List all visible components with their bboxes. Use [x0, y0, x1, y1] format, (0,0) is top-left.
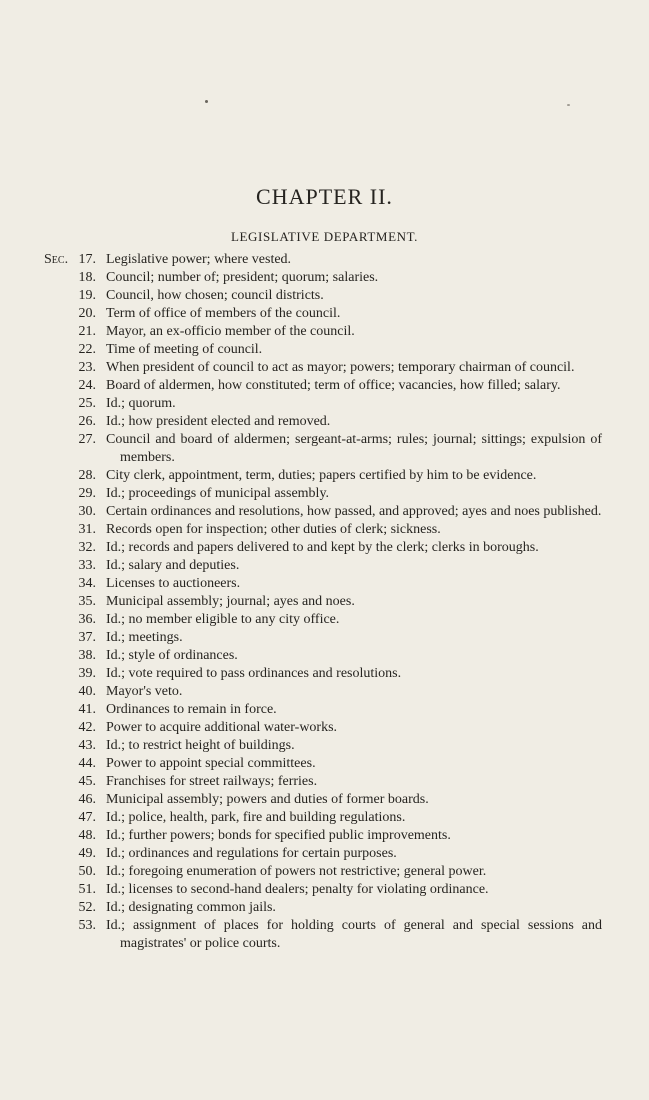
section-title: Council, how chosen; council districts.: [106, 288, 324, 303]
section-number: 27.: [78, 432, 96, 447]
section-number: 19.: [78, 288, 96, 303]
section-entry: [0, 881, 649, 899]
section-number: 32.: [78, 540, 96, 555]
section-entry: [0, 395, 649, 413]
section-title: Id.; quorum.: [106, 396, 176, 411]
section-title: Licenses to auctioneers.: [106, 576, 241, 591]
section-number: 39.: [78, 666, 96, 681]
section-entry: [0, 593, 649, 611]
section-title: Id.; records and papers delivered to and kept by the clerk; clerks in boroughs.: [106, 540, 539, 555]
section-title: Council and board of aldermen; sergeant-at-arms; rules; journal; sittings; expulsion of members.: [106, 432, 602, 465]
section-title: When president of council to act as mayor; powers; temporary chairman of council.: [106, 360, 575, 375]
section-title: Power to appoint special committees.: [106, 756, 316, 771]
section-title: Id.; proceedings of municipal assembly.: [106, 486, 330, 501]
section-title: Id.; how president elected and removed.: [106, 414, 331, 429]
section-entry: [0, 863, 649, 881]
section-title: Id.; vote required to pass ordinances and resolutions.: [106, 666, 402, 681]
section-number: 50.: [78, 864, 96, 879]
section-number: 42.: [78, 720, 96, 735]
section-title: Id.; ordinances and regulations for certain purposes.: [106, 846, 397, 861]
section-number: 23.: [78, 360, 96, 375]
section-title: Certain ordinances and resolutions, how passed, and approved; ayes and noes published.: [106, 504, 602, 519]
section-title: Legislative power; where vested.: [106, 252, 292, 267]
section-entry: [0, 917, 649, 953]
section-entry: [0, 377, 649, 395]
section-title: Municipal assembly; journal; ayes and noes.: [106, 594, 355, 609]
section-number: 22.: [78, 342, 96, 357]
section-title: Id.; further powers; bonds for specified public improvements.: [106, 828, 451, 843]
section-entry: [0, 899, 649, 917]
section-list: [0, 251, 649, 953]
section-number: 51.: [78, 882, 96, 897]
chapter-subtitle: LEGISLATIVE DEPARTMENT.: [230, 229, 419, 244]
section-entry: [0, 503, 649, 521]
section-title: Mayor's veto.: [106, 684, 183, 699]
section-entry: [0, 611, 649, 629]
section-number: 20.: [78, 306, 96, 321]
section-entry: [0, 827, 649, 845]
section-number: 17.: [78, 252, 96, 267]
section-number: 38.: [78, 648, 96, 663]
section-number: 43.: [78, 738, 96, 753]
section-entry: [0, 467, 649, 485]
section-number: 33.: [78, 558, 96, 573]
section-number: 46.: [78, 792, 96, 807]
section-number: 26.: [78, 414, 96, 429]
section-number: 24.: [78, 378, 96, 393]
section-entry: [0, 719, 649, 737]
section-entry: [0, 773, 649, 791]
section-number: 48.: [78, 828, 96, 843]
section-title: Id.; assignment of places for holding courts of general and special sessions and magistrates' or police courts.: [106, 918, 602, 951]
section-entry: [0, 737, 649, 755]
section-number: 53.: [78, 918, 96, 933]
section-entry: [0, 521, 649, 539]
section-number: 18.: [78, 270, 96, 285]
section-number: 29.: [78, 486, 96, 501]
section-number: 44.: [78, 756, 96, 771]
section-number: 30.: [78, 504, 96, 519]
section-title: Id.; designating common jails.: [106, 900, 276, 915]
section-entry: [0, 287, 649, 305]
section-title: Id.; to restrict height of buildings.: [106, 738, 295, 753]
paper-speck: [205, 100, 208, 103]
section-entry: [0, 305, 649, 323]
section-entry: [0, 683, 649, 701]
section-title: Board of aldermen, how constituted; term of office; vacancies, how filled; salary.: [106, 378, 561, 393]
section-number: 28.: [78, 468, 96, 483]
section-title: Ordinances to remain in force.: [106, 702, 277, 717]
section-number: 40.: [78, 684, 96, 699]
section-number: 45.: [78, 774, 96, 789]
section-title: Council; number of; president; quorum; salaries.: [106, 270, 379, 285]
section-entry: [0, 341, 649, 359]
section-entry: [0, 539, 649, 557]
chapter-title: CHAPTER II.: [256, 184, 393, 209]
section-number: 49.: [78, 846, 96, 861]
section-entry: [0, 629, 649, 647]
section-title: Id.; licenses to second-hand dealers; penalty for violating ordinance.: [106, 882, 489, 897]
section-number: 41.: [78, 702, 96, 717]
section-title: Id.; police, health, park, fire and building regulations.: [106, 810, 406, 825]
section-entry: [0, 359, 649, 377]
section-title: Records open for inspection; other duties of clerk; sickness.: [106, 522, 441, 537]
section-entry: [0, 791, 649, 809]
section-entry: [0, 755, 649, 773]
section-title: Id.; meetings.: [106, 630, 183, 645]
section-entry: [0, 845, 649, 863]
section-entry: [0, 485, 649, 503]
section-title: Id.; style of ordinances.: [106, 648, 238, 663]
section-number: 36.: [78, 612, 96, 627]
section-title: Id.; foregoing enumeration of powers not restrictive; general power.: [106, 864, 487, 879]
section-title: Municipal assembly; powers and duties of former boards.: [106, 792, 429, 807]
section-title: Mayor, an ex-officio member of the council.: [106, 324, 355, 339]
section-number: 47.: [78, 810, 96, 825]
section-number: 37.: [78, 630, 96, 645]
section-entry: [0, 557, 649, 575]
section-title: Id.; no member eligible to any city office.: [106, 612, 340, 627]
section-title: Id.; salary and deputies.: [106, 558, 240, 573]
section-entry: [0, 431, 649, 467]
section-title: Power to acquire additional water-works.: [106, 720, 338, 735]
section-entry: [0, 647, 649, 665]
sec-label: Sec.: [44, 252, 69, 267]
section-number: 34.: [78, 576, 96, 591]
section-title: City clerk, appointment, term, duties; papers certified by him to be evidence.: [106, 468, 537, 483]
section-entry: [0, 251, 649, 269]
section-title: Franchises for street railways; ferries.: [106, 774, 318, 789]
section-number: 31.: [78, 522, 96, 537]
paper-speck: [567, 104, 570, 106]
section-entry: [0, 413, 649, 431]
section-entry: [0, 665, 649, 683]
section-entry: [0, 575, 649, 593]
section-number: 35.: [78, 594, 96, 609]
section-entry: [0, 809, 649, 827]
section-entry: [0, 269, 649, 287]
section-number: 52.: [78, 900, 96, 915]
section-title: Term of office of members of the council.: [106, 306, 341, 321]
section-entry: [0, 323, 649, 341]
section-number: 21.: [78, 324, 96, 339]
section-title: Time of meeting of council.: [106, 342, 263, 357]
section-number: 25.: [78, 396, 96, 411]
section-entry: [0, 701, 649, 719]
